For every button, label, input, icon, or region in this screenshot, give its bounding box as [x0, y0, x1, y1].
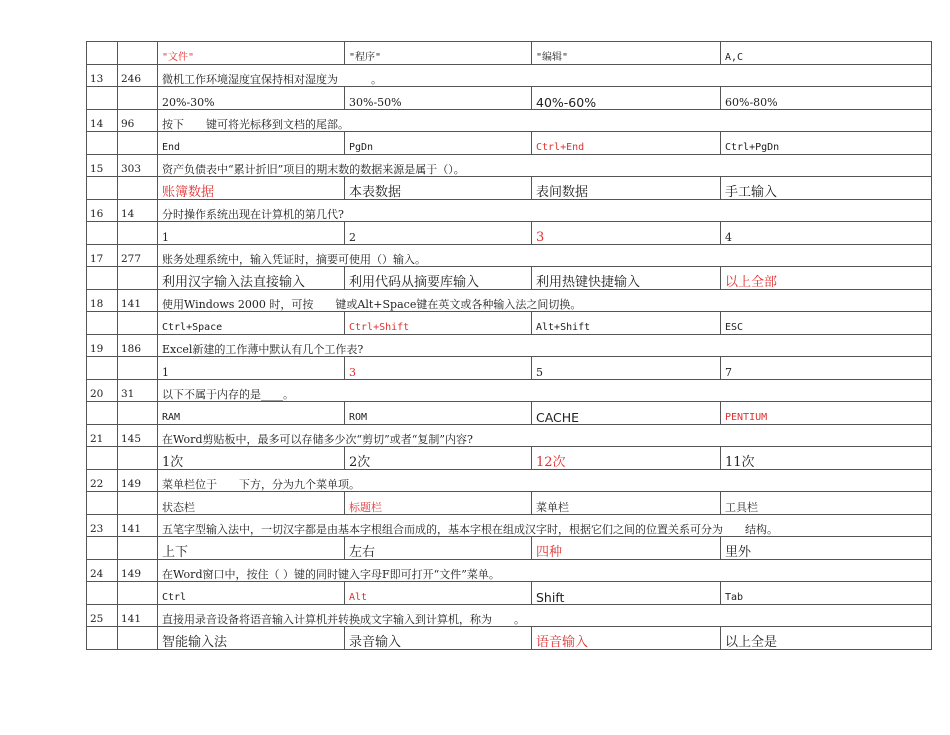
option-d: 工具栏	[721, 492, 932, 515]
num-cell	[87, 222, 118, 245]
question-row	[87, 64, 932, 87]
question-row	[87, 514, 932, 537]
option-row-top	[87, 42, 932, 65]
question-code: 141	[118, 289, 158, 312]
option-b: "程序"	[345, 42, 532, 65]
option-row	[87, 537, 932, 560]
code-cell	[118, 267, 158, 290]
question-row	[87, 469, 932, 492]
question-text: 资产负债表中“累计折旧”项目的期末数的数据来源是属于（）。	[158, 154, 932, 177]
option-c: Alt+Shift	[532, 312, 721, 335]
option-b: Alt	[345, 582, 532, 605]
question-text: 分时操作系统出现在计算机的第几代?	[158, 199, 932, 222]
question-text: 五笔字型输入法中，一切汉字都是由基本字根组合而成的，基本字根在组成汉字时，根据它们之间的位置关系可分为 结构。	[158, 514, 932, 537]
option-a: 20%-30%	[158, 87, 345, 110]
code-cell	[118, 447, 158, 470]
option-b: 本表数据	[345, 177, 532, 200]
question-text: 使用Windows 2000 时，可按 键或Alt+Space键在英文或各种输入法之间切换。	[158, 289, 932, 312]
option-a: 上下	[158, 537, 345, 560]
question-text: 菜单栏位于 下方，分为九个菜单项。	[158, 469, 932, 492]
num-cell	[87, 312, 118, 335]
question-text: 在Word窗口中，按住（ ）键的同时键入字母F即可打开“文件”菜单。	[158, 559, 932, 582]
option-row	[87, 402, 932, 425]
num-cell	[87, 582, 118, 605]
option-a: 利用汉字输入法直接输入	[158, 267, 345, 290]
num-cell	[87, 87, 118, 110]
option-a: 1次	[158, 447, 345, 470]
option-b: 30%-50%	[345, 87, 532, 110]
question-code: 149	[118, 559, 158, 582]
num-cell	[87, 132, 118, 155]
num-cell	[87, 492, 118, 515]
question-number: 21	[87, 424, 118, 447]
question-number: 18	[87, 289, 118, 312]
option-c: "编辑"	[532, 42, 721, 65]
option-c: 四种	[532, 537, 721, 560]
option-c: 3	[532, 222, 721, 245]
option-c: CACHE	[532, 402, 721, 425]
option-a: RAM	[158, 402, 345, 425]
option-row	[87, 627, 932, 650]
question-number: 19	[87, 334, 118, 357]
option-b: 左右	[345, 537, 532, 560]
question-code: 14	[118, 199, 158, 222]
option-row	[87, 87, 932, 110]
option-row	[87, 132, 932, 155]
question-row	[87, 559, 932, 582]
num-cell	[87, 402, 118, 425]
option-c: 表间数据	[532, 177, 721, 200]
question-code: 141	[118, 604, 158, 627]
question-row	[87, 109, 932, 132]
option-d: 以上全部	[721, 267, 932, 290]
option-row	[87, 177, 932, 200]
question-code: 31	[118, 379, 158, 402]
option-c: 12次	[532, 447, 721, 470]
option-d: 手工输入	[721, 177, 932, 200]
question-text: Excel新建的工作薄中默认有几个工作表?	[158, 334, 932, 357]
question-number: 15	[87, 154, 118, 177]
code-cell	[118, 627, 158, 650]
question-code: 96	[118, 109, 158, 132]
question-number: 14	[87, 109, 118, 132]
question-number: 17	[87, 244, 118, 267]
code-cell	[118, 582, 158, 605]
option-d: Ctrl+PgDn	[721, 132, 932, 155]
option-d: 7	[721, 357, 932, 380]
question-code: 186	[118, 334, 158, 357]
question-row	[87, 424, 932, 447]
option-b: 2	[345, 222, 532, 245]
option-d: 4	[721, 222, 932, 245]
option-b: 标题栏	[345, 492, 532, 515]
code-cell	[118, 312, 158, 335]
num-cell	[87, 267, 118, 290]
question-number: 22	[87, 469, 118, 492]
question-row	[87, 154, 932, 177]
code-cell	[118, 42, 158, 65]
option-b: PgDn	[345, 132, 532, 155]
option-d: PENTIUM	[721, 402, 932, 425]
question-code: 303	[118, 154, 158, 177]
num-cell	[87, 447, 118, 470]
code-cell	[118, 132, 158, 155]
question-text: 以下不属于内存的是____。	[158, 379, 932, 402]
option-row	[87, 357, 932, 380]
option-d: 以上全是	[721, 627, 932, 650]
code-cell	[118, 87, 158, 110]
code-cell	[118, 492, 158, 515]
option-row	[87, 582, 932, 605]
question-row	[87, 244, 932, 267]
question-code: 149	[118, 469, 158, 492]
option-b: 录音输入	[345, 627, 532, 650]
option-a: Ctrl	[158, 582, 345, 605]
option-c: 菜单栏	[532, 492, 721, 515]
question-row	[87, 379, 932, 402]
option-a: 账簿数据	[158, 177, 345, 200]
question-code: 246	[118, 64, 158, 87]
option-a: 1	[158, 222, 345, 245]
question-table	[86, 41, 932, 650]
option-b: 利用代码从摘要库输入	[345, 267, 532, 290]
question-text: 按下 键可将光标移到文档的尾部。	[158, 109, 932, 132]
num-cell	[87, 357, 118, 380]
option-d: 60%-80%	[721, 87, 932, 110]
option-row	[87, 222, 932, 245]
option-a: End	[158, 132, 345, 155]
question-code: 141	[118, 514, 158, 537]
option-d: ESC	[721, 312, 932, 335]
option-a: 状态栏	[158, 492, 345, 515]
option-row	[87, 267, 932, 290]
question-number: 13	[87, 64, 118, 87]
option-c: Ctrl+End	[532, 132, 721, 155]
option-d: 里外	[721, 537, 932, 560]
question-text: 直接用录音设备将语音输入计算机并转换成文字输入到计算机，称为 。	[158, 604, 932, 627]
num-cell	[87, 177, 118, 200]
option-row	[87, 492, 932, 515]
question-text: 账务处理系统中，输入凭证时，摘要可使用（）输入。	[158, 244, 932, 267]
question-number: 24	[87, 559, 118, 582]
code-cell	[118, 537, 158, 560]
question-number: 16	[87, 199, 118, 222]
option-b: 2次	[345, 447, 532, 470]
option-b: ROM	[345, 402, 532, 425]
question-text: 微机工作环境湿度宜保持相对湿度为 。	[158, 64, 932, 87]
option-row	[87, 447, 932, 470]
question-code: 277	[118, 244, 158, 267]
option-row	[87, 312, 932, 335]
num-cell	[87, 42, 118, 65]
option-c: 语音输入	[532, 627, 721, 650]
option-a: 1	[158, 357, 345, 380]
question-code: 145	[118, 424, 158, 447]
option-c: Shift	[532, 582, 721, 605]
num-cell	[87, 627, 118, 650]
code-cell	[118, 402, 158, 425]
code-cell	[118, 357, 158, 380]
option-a: Ctrl+Space	[158, 312, 345, 335]
question-row	[87, 199, 932, 222]
question-row	[87, 334, 932, 357]
option-c: 5	[532, 357, 721, 380]
question-text: 在Word剪贴板中，最多可以存储多少次“剪切”或者“复制”内容?	[158, 424, 932, 447]
question-row	[87, 289, 932, 312]
option-a: "文件"	[158, 42, 345, 65]
question-number: 25	[87, 604, 118, 627]
code-cell	[118, 177, 158, 200]
option-b: 3	[345, 357, 532, 380]
question-row	[87, 604, 932, 627]
option-a: 智能输入法	[158, 627, 345, 650]
option-c: 利用热键快捷输入	[532, 267, 721, 290]
question-number: 23	[87, 514, 118, 537]
question-number: 20	[87, 379, 118, 402]
option-d: A,C	[721, 42, 932, 65]
option-d: Tab	[721, 582, 932, 605]
code-cell	[118, 222, 158, 245]
option-d: 11次	[721, 447, 932, 470]
option-b: Ctrl+Shift	[345, 312, 532, 335]
option-c: 40%-60%	[532, 87, 721, 110]
num-cell	[87, 537, 118, 560]
